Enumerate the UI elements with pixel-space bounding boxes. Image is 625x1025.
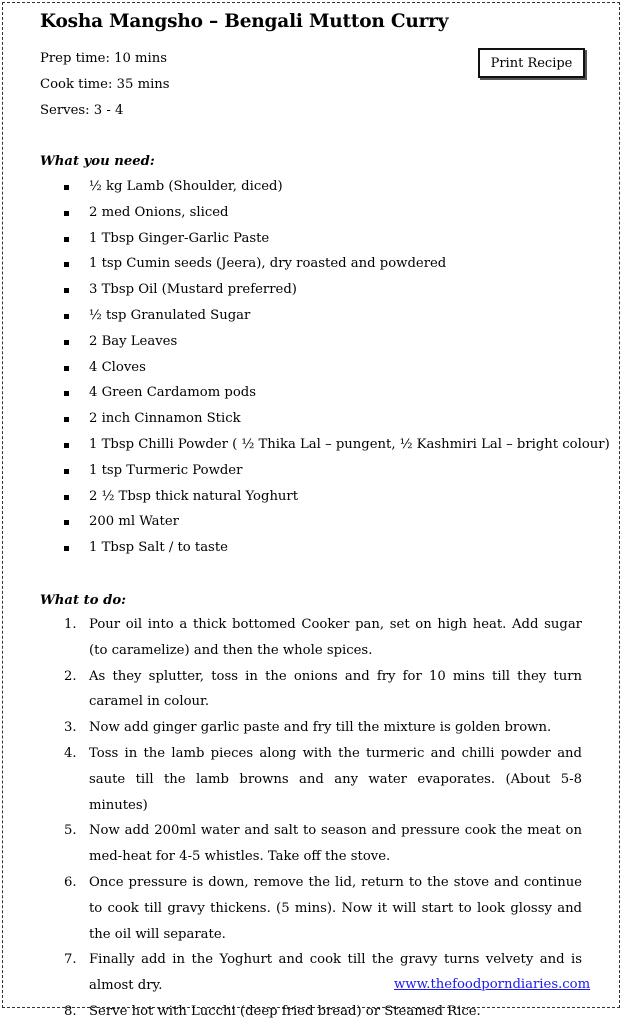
step-number: 7. (64, 952, 77, 968)
ingredient-text: 2 med Onions, sliced (89, 204, 229, 220)
bullet-square-icon (64, 211, 69, 216)
bullet-square-icon (64, 288, 69, 293)
bullet-square-icon (64, 340, 69, 345)
ingredient-text: 1 Tbsp Ginger-Garlic Paste (89, 230, 270, 246)
method-step (0, 664, 625, 716)
prep-time: Prep time: 10 mins (40, 51, 168, 66)
method-step (0, 999, 625, 1025)
method-step (0, 870, 625, 947)
ingredient-text: ½ tsp Granulated Sugar (89, 307, 251, 323)
step-text: Pour oil into a thick bottomed Cooker pan, set on high heat. Add sugar (to caramelize) and then the whole spices. (89, 617, 582, 658)
step-text: Now add ginger garlic paste and fry till the mixture is golden brown. (89, 720, 552, 736)
step-text: As they splutter, toss in the onions and fry for 10 mins till they turn caramel in colour. (89, 668, 582, 710)
ingredient-text: 2 ½ Tbsp thick natural Yoghurt (89, 488, 299, 504)
cook-time: Cook time: 35 mins (40, 77, 170, 92)
step-number: 4. (64, 745, 77, 761)
ingredients-heading: What you need: (40, 154, 155, 169)
recipe-title: Kosha Mangsho – Bengali Mutton Curry (40, 11, 449, 32)
method-step (0, 818, 625, 870)
step-text: Finally add in the Yoghurt and cook till the gravy turns velvety and is almost dry. (89, 952, 582, 994)
ingredient-text: 1 tsp Turmeric Powder (89, 462, 243, 478)
bullet-square-icon (64, 314, 69, 319)
ingredient-text: 3 Tbsp Oil (Mustard preferred) (89, 282, 297, 298)
ingredient-text: 4 Green Cardamom pods (89, 385, 257, 401)
step-number: 8. (64, 1003, 77, 1019)
ingredient-text: 200 ml Water (89, 514, 179, 530)
bullet-square-icon (64, 417, 69, 422)
method-heading: What to do: (40, 593, 126, 608)
bullet-square-icon (64, 185, 69, 190)
bullet-square-icon (64, 366, 69, 371)
ingredient-text: 2 inch Cinnamon Stick (89, 411, 241, 427)
step-number: 1. (64, 617, 77, 632)
bullet-square-icon (64, 237, 69, 242)
print-recipe-button[interactable]: Print Recipe (478, 48, 585, 78)
step-text: Once pressure is down, remove the lid, return to the stove and continue to cook till gravy thickens. (5 mins). Now it will start to look glossy and the oil will separate. (89, 874, 582, 942)
step-number: 5. (64, 823, 77, 839)
ingredient-text: ½ kg Lamb (Shoulder, diced) (89, 179, 283, 194)
bullet-square-icon (64, 546, 69, 551)
bullet-square-icon (64, 520, 69, 525)
step-text: Serve hot with Lucchi (deep fried bread) or Steamed Rice. (89, 1003, 481, 1019)
bullet-square-icon (64, 262, 69, 267)
step-number: 6. (64, 874, 77, 890)
bullet-square-icon (64, 495, 69, 500)
step-number: 2. (64, 668, 77, 684)
ingredient-text: 1 Tbsp Salt / to taste (89, 540, 228, 556)
step-text: Toss in the lamb pieces along with the turmeric and chilli powder and saute till the lamb browns and any water evaporates. (About 5-8 minutes) (89, 745, 582, 813)
step-text: Now add 200ml water and salt to season and pressure cook the meat on med-heat for 4-5 whistles. Take off the stove. (89, 823, 582, 865)
step-number: 3. (64, 720, 77, 736)
method-step-list (0, 612, 625, 1025)
method-step (0, 612, 625, 664)
bullet-square-icon (64, 443, 69, 448)
method-step (0, 741, 625, 818)
method-step (0, 715, 625, 741)
ingredient-text: 4 Cloves (89, 359, 146, 375)
ingredient-text: 1 Tbsp Chilli Powder ( ½ Thika Lal – pungent, ½ Kashmiri Lal – bright colour) (89, 436, 610, 452)
ingredient-text: 2 Bay Leaves (89, 333, 178, 349)
bullet-square-icon (64, 391, 69, 396)
serves: Serves: 3 - 4 (40, 103, 124, 118)
website-link[interactable]: www.thefoodporndiaries.com (394, 977, 591, 992)
bullet-square-icon (64, 469, 69, 474)
ingredient-text: 1 tsp Cumin seeds (Jeera), dry roasted and powdered (89, 256, 447, 272)
